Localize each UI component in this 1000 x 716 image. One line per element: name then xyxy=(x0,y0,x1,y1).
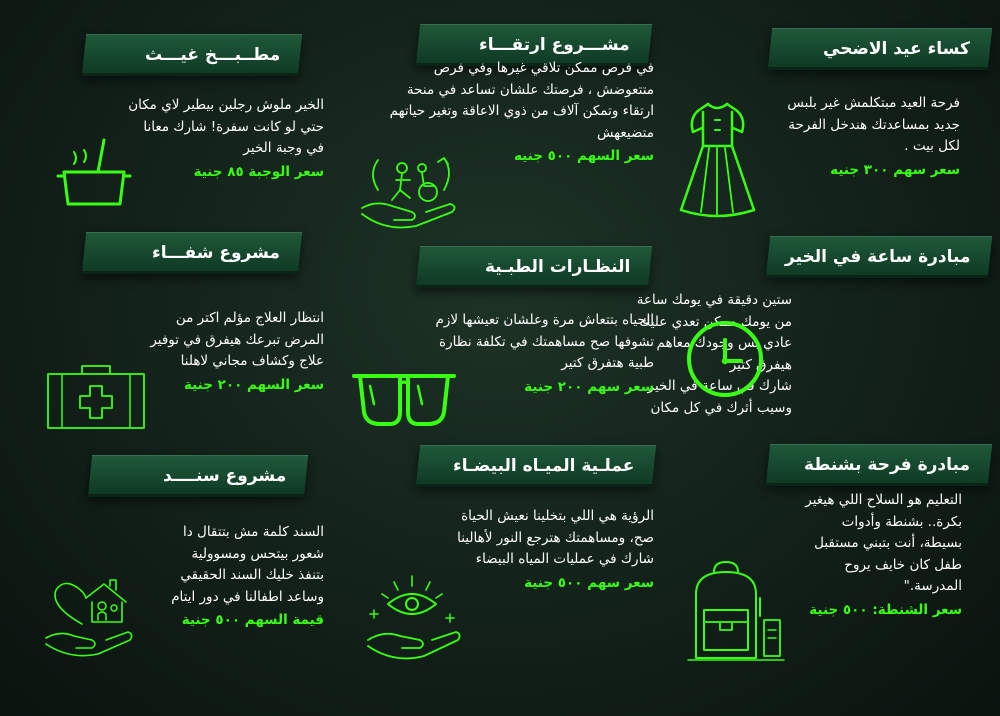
school-bag-line-3: بسيطة، أنت بتبني مستقبل xyxy=(814,535,962,551)
ertiqa-line-1: في فرص ممكن تلاقي غيرها وفي فرص xyxy=(433,60,654,76)
school-bag-line-4: طفل كان خايف يروح xyxy=(844,556,962,573)
good-hour-line-6: وسيب أثرك في كل مكان xyxy=(650,399,792,416)
sanad-line-3: بتنفذ خليك السند الحقيقي xyxy=(180,567,324,583)
glasses-price: سعر سهم ٢٠٠ جنية xyxy=(524,378,654,395)
ghaith-kitchen-title-tab xyxy=(82,34,302,76)
ertiqa-price: سعر السهم ٥٠٠ جنيه xyxy=(513,148,654,164)
eid-clothing-title-tab xyxy=(768,28,992,70)
good-hour-line-2: من يومك ممكن تعدي عليك xyxy=(639,313,792,330)
sanad-line-2: شعور بيتحس ومسوولية xyxy=(191,545,324,562)
school-backpack-icon xyxy=(686,560,786,665)
cataract-title: عملـية الميـاه البيضـاء xyxy=(452,456,634,476)
school-bag-price: سعر الشنطة: ٥٠٠ جنية xyxy=(809,601,962,618)
glasses-line-1: الحياه بتتعاش مرة وعلشان تعيشها لازم xyxy=(435,312,654,328)
inclusion-hand-icon xyxy=(356,150,466,232)
ghaith-kitchen-line-2: حتي لو كانت سفرة! شارك معانا xyxy=(143,118,324,135)
eid-clothing-line-2: جديد بمساعدتك هندخل الفرحة xyxy=(788,116,960,133)
glasses-line-3: طبية هتفرق كتير xyxy=(561,355,654,371)
ertiqa-line-4: متضيعهش xyxy=(596,124,654,141)
cooking-pot-icon xyxy=(54,136,134,212)
eyeglasses-icon xyxy=(352,362,456,432)
school-bag-description xyxy=(762,490,962,621)
good-hour-line-1: ستين دقيقة في يومك ساعة xyxy=(636,292,792,308)
eid-clothing-line-1: فرحة العيد مبتكلمش غير بلبس xyxy=(787,95,960,111)
sanad-price: قيمة السهم ٥٠٠ جنية xyxy=(181,612,324,628)
ertiqa-line-3: ارتقاء وتمكن آلاف من ذوي الاعاقة وتغير حياتهم xyxy=(389,103,654,119)
shefaa-title: مشروع شفـــاء xyxy=(152,243,280,263)
sanad-line-4: وساعد اطفالنا في دور ايتام xyxy=(171,588,324,605)
ghaith-kitchen-price: سعر الوجبة ٨٥ جنية xyxy=(193,163,324,180)
school-bag-line-2: بكرة.. بشنطة وأدوات xyxy=(841,513,962,530)
good-hour-title: مبادرة ساعة في الخير xyxy=(784,247,970,267)
ghaith-kitchen-title: مطــبـــخ غيـــث xyxy=(144,45,280,65)
eid-clothing-title: كساء عيد الاضحي xyxy=(823,39,970,59)
ghaith-kitchen-line-1: الخير ملوش رجلين بيطير لاي مكان xyxy=(128,97,324,113)
school-bag-line-5: المدرسة." xyxy=(903,578,962,594)
shefaa-line-1: انتظار العلاج مؤلم اكتر من xyxy=(175,310,324,326)
cataract-line-1: الرؤية هي اللي بتخلينا نعيش الحياة xyxy=(461,508,654,524)
good-hour-line-5: شارك في ساعة في الخير xyxy=(647,378,792,394)
sanad-line-1: السند كلمة مش بتتقال دا xyxy=(182,524,324,540)
cataract-line-3: شارك في عمليات المياه البيضاء xyxy=(475,551,654,567)
shefaa-price: سعر السهم ٢٠٠ جنية xyxy=(183,376,324,393)
glasses-line-2: تشوفها صح مساهمتك في تكلفة نظارة xyxy=(439,333,654,350)
shefaa-title-tab xyxy=(82,232,302,274)
sanad-title-tab xyxy=(88,455,308,497)
good-hour-title-tab xyxy=(766,236,992,278)
cataract-line-2: صح، ومساهمتك هترجع النور لأهالينا xyxy=(457,529,654,546)
clock-icon xyxy=(684,318,766,400)
eid-clothing-line-3: لكل بيت . xyxy=(904,138,960,154)
eye-hand-icon xyxy=(360,570,464,666)
good-hour-line-4: هيفرق كتير xyxy=(729,356,792,373)
heart-home-hand-icon xyxy=(42,576,134,658)
good-hour-line-3: عادي بس وجودك معاهم xyxy=(656,335,792,351)
ertiqa-line-2: متتعوضش ، فرصتك علشان تساعد في منحة xyxy=(406,81,654,98)
dress-icon xyxy=(675,98,760,223)
eid-clothing-description xyxy=(760,93,960,181)
ertiqa-title: مشـــروع ارتقـــاء xyxy=(479,35,630,55)
cataract-title-tab xyxy=(416,445,656,487)
shefaa-line-3: علاج وكشاف مجاني لاهلنا xyxy=(180,353,324,369)
shefaa-line-2: المرض تبرعك هيفرق في توفير xyxy=(150,331,324,348)
school-bag-title-tab xyxy=(766,444,992,486)
glasses-title: النظـارات الطبـية xyxy=(484,257,630,277)
glasses-title-tab xyxy=(416,246,652,288)
school-bag-title: مبادرة فرحة بشنطة xyxy=(804,455,970,475)
sanad-title: مشروع سنــــد xyxy=(162,466,286,486)
school-bag-line-1: التعليم هو السلاح اللي هيغير xyxy=(805,492,962,508)
eid-clothing-price: سعر سهم ٣٠٠ جنيه xyxy=(830,161,960,178)
first-aid-kit-icon xyxy=(44,362,148,432)
cataract-price: سعر سهم ٥٠٠ جنية xyxy=(524,574,654,591)
ghaith-kitchen-line-3: في وجبة الخير xyxy=(243,140,324,156)
